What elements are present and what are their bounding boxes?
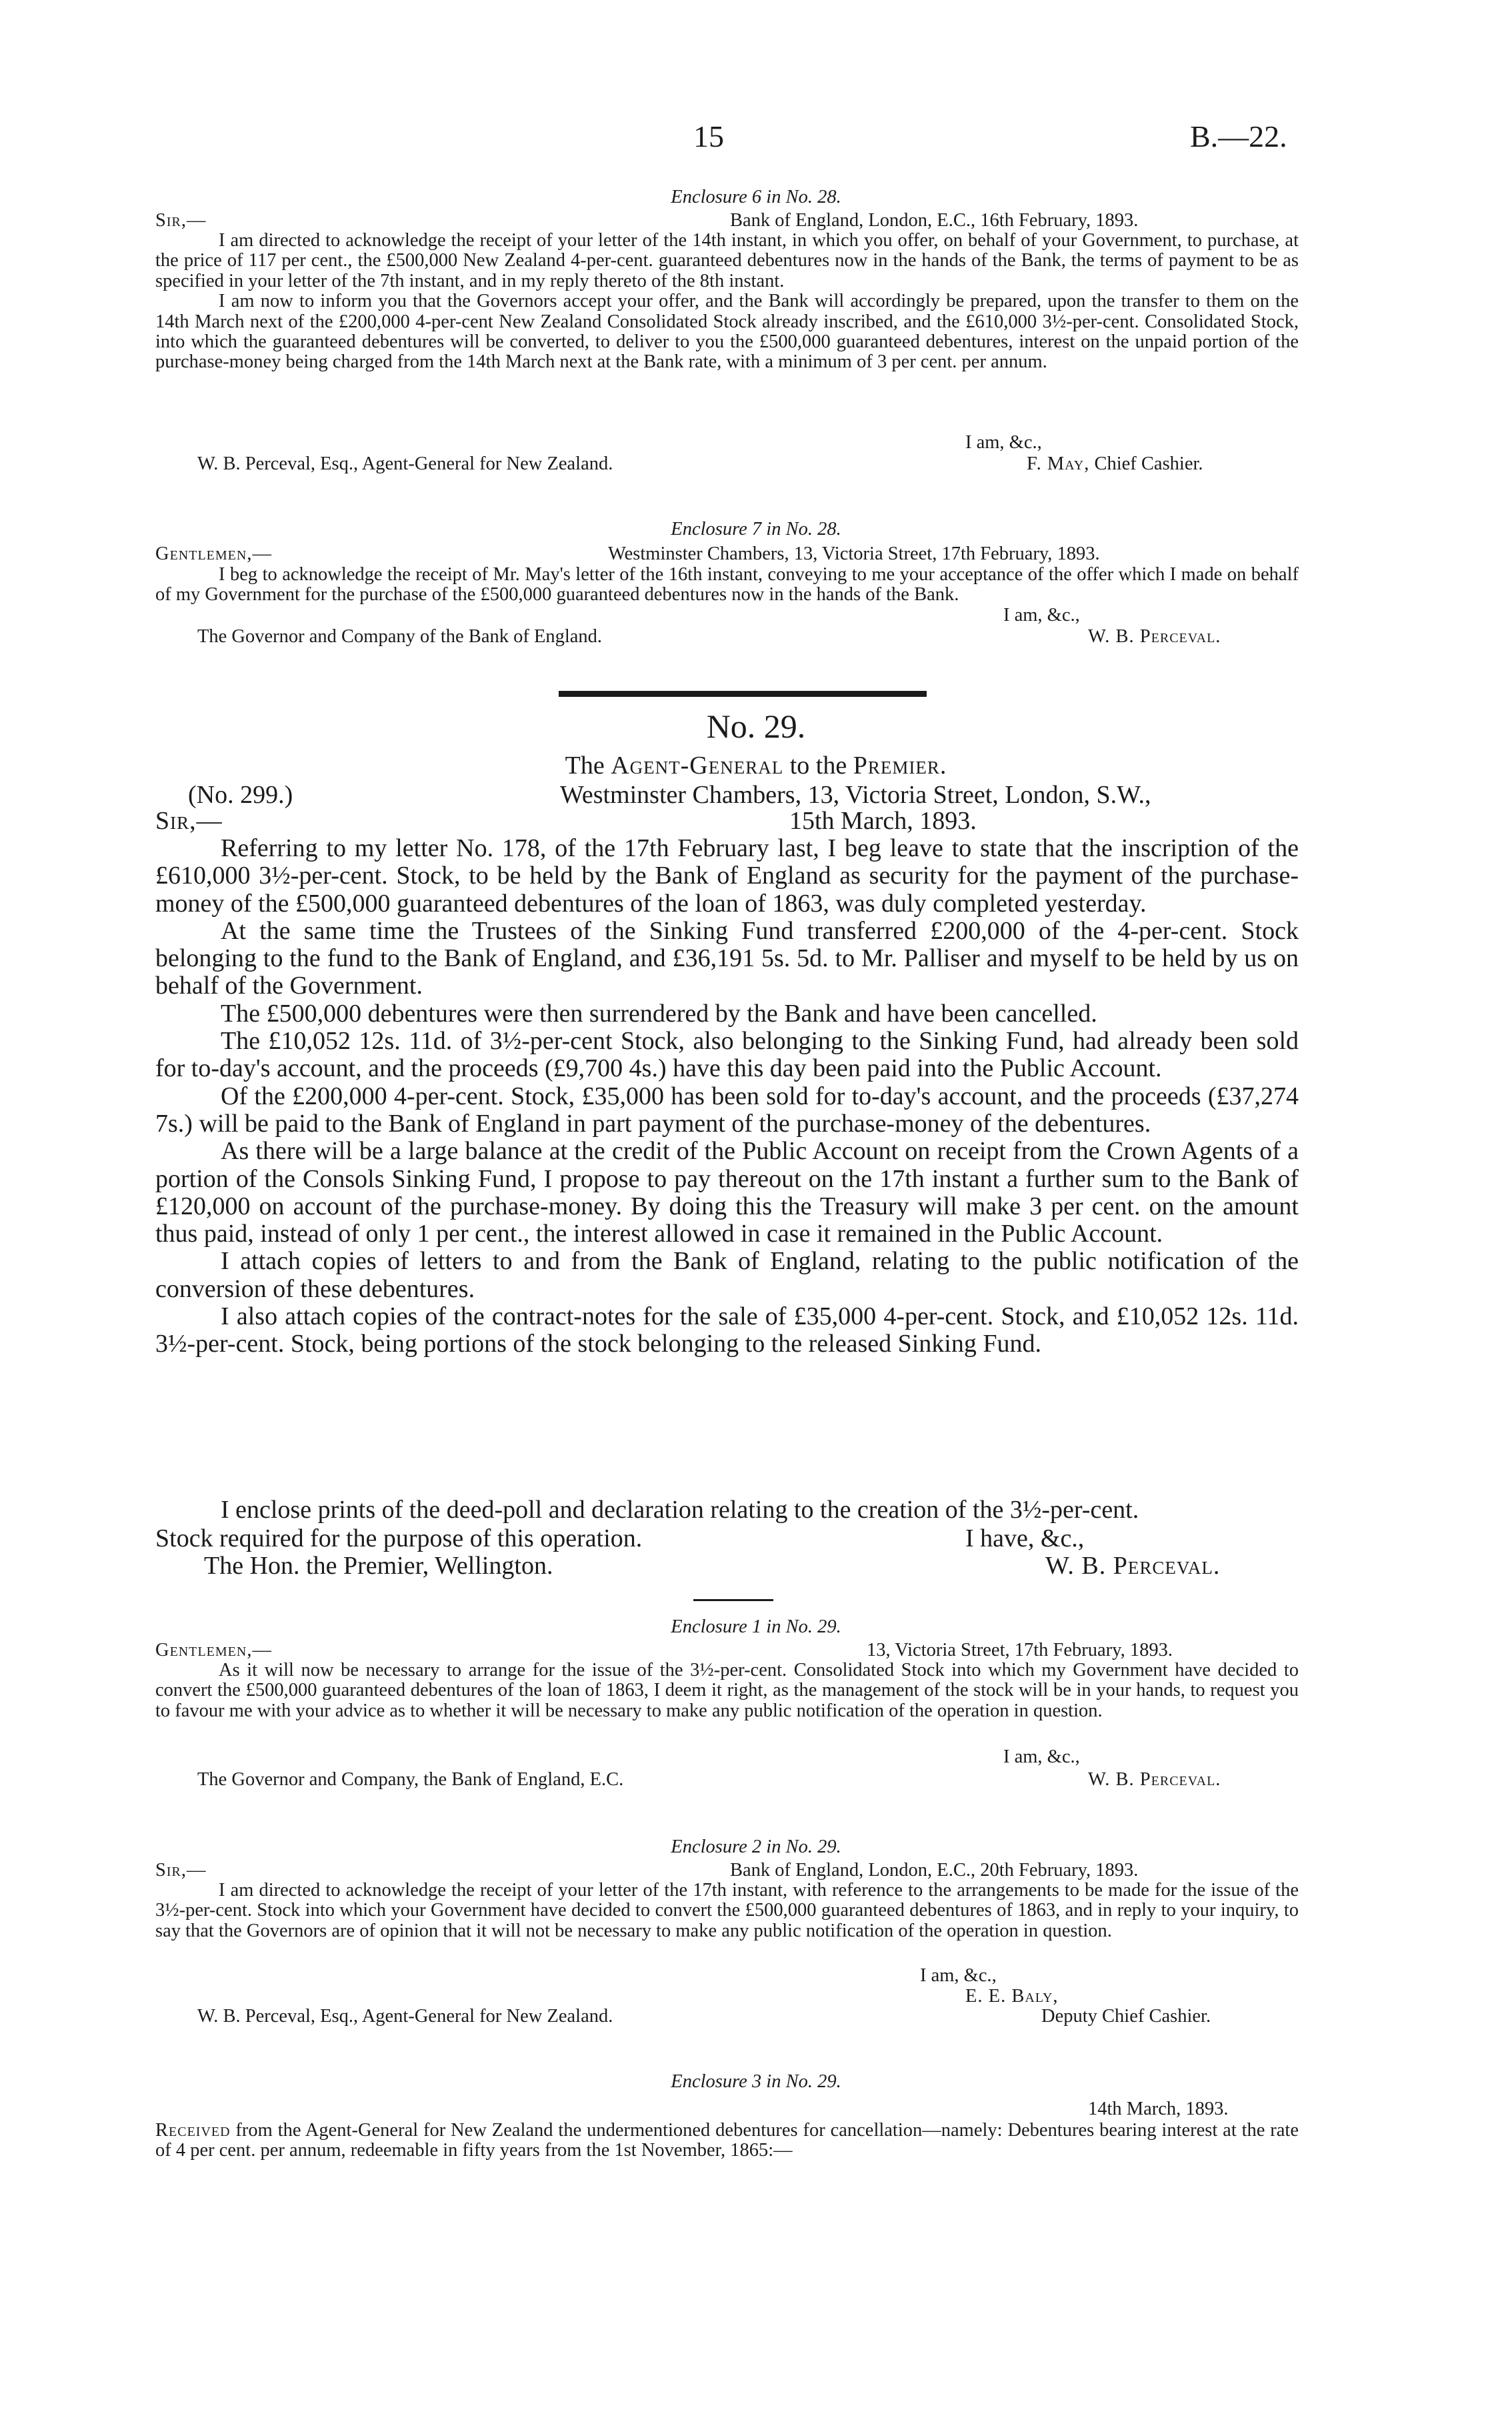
enc2-recipient: W. B. Perceval, Esq., Agent-General for New Zealand. [197, 2006, 613, 2027]
enc6-signer-title: Chief Cashier. [1094, 453, 1203, 474]
no29-paragraph-4: The £10,052 12s. 11d. of 3½-per-cent Stock, also belonging to the Sinking Fund, had already been sold for to-day's account, and the proceeds (£9,700 4s.) have this day been paid into the Public Account. [155, 1027, 1299, 1083]
enc3-date: 14th March, 1893. [1088, 2099, 1229, 2119]
no29-subtitle-dest: Premier. [853, 752, 947, 780]
enc2-address: Bank of England, London, E.C., 20th February, 1893. [730, 1860, 1139, 1881]
enc7-salutation: Gentlemen,— [155, 543, 272, 564]
enclosure-1-title: Enclosure 1 in No. 29. [671, 1616, 841, 1637]
enc1-closing: I am, &c., [1003, 1746, 1080, 1767]
no29-subtitle-from: Agent-General [611, 752, 784, 780]
enclosure-7-title: Enclosure 7 in No. 28. [671, 519, 841, 539]
enc3-paragraph-1 [155, 2121, 1299, 2161]
no29-recipient: The Hon. the Premier, Wellington. [204, 1552, 553, 1580]
enc7-signer: W. B. Perceval. [1088, 626, 1221, 647]
enc7-recipient: The Governor and Company of the Bank of England. [197, 626, 603, 647]
no29-paragraph-1: Referring to my letter No. 178, of the 17th February last, I beg leave to state that the inscription of the £610,000 3½-per-cent. Stock, to be held by the Bank of England as security for the payment of the purchase-money of the £500,000 guaranteed debentures of the loan of 1863, was duly completed yesterday. [155, 834, 1299, 918]
enc7-paragraph-1: I beg to acknowledge the receipt of Mr. May's letter of the 16th instant, conveying to me your acceptance of the offer which I made on behalf of my Government for the purchase of the £500,000 guaranteed debentures now in the hands of the Bank. [155, 564, 1299, 606]
enc3-body [155, 2121, 1299, 2161]
enc6-recipient: W. B. Perceval, Esq., Agent-General for New Zealand. [197, 453, 613, 474]
enc7-address: Westminster Chambers, 13, Victoria Street, 17th February, 1893. [608, 543, 1100, 564]
enc6-signature [1027, 454, 1203, 474]
enc1-signer: W. B. Perceval. [1088, 1769, 1221, 1790]
enc6-closing: I am, &c., [965, 432, 1042, 453]
no29-reference: (No. 299.) [188, 781, 293, 809]
enc7-closing: I am, &c., [1003, 605, 1080, 626]
enc6-address: Bank of England, London, E.C., 16th February, 1893. [730, 210, 1139, 231]
enc2-closing: I am, &c., [920, 1965, 997, 1986]
section-divider [559, 691, 927, 697]
page-number: 15 [693, 119, 724, 153]
no29-date: 15th March, 1893. [789, 807, 977, 835]
enc1-address: 13, Victoria Street, 17th February, 1893. [867, 1640, 1173, 1660]
no29-paragraph-6: As there will be a large balance at the credit of the Public Account on receipt from the Crown Agents of a portion of the Consols Sinking Fund, I propose to pay thereout on the 17th instant a further sum to the Bank of £120,000 on account of the purchase-money. By doing this the Treasury will make 3 per cent. on the amount thus paid, instead of only 1 per cent., the interest allowed in case it remained in the Public Account. [155, 1137, 1299, 1248]
enc6-paragraph-2: I am now to inform you that the Governors accept your offer, and the Bank will accordingly be prepared, upon the transfer to them on the 14th March next of the £200,000 4-per-cent New Zealand Consolidated Stock already inscribed, and the £610,000 3½-per-cent. Consolidated Stock, into which the guaranteed debentures will be converted, to deliver to you the £500,000 guaranteed debentures, interest on the unpaid portion of the purchase-money being charged from the 14th March next at the Bank rate, with a minimum of 3 per cent. per annum. [155, 291, 1299, 373]
enc2-paragraph-1: I am directed to acknowledge the receipt of your letter of the 17th instant, with reference to the arrangements to be made for the issue of the 3½-per-cent. Stock into which your Government have decided to convert the £500,000 guaranteed debentures of 1863, and in reply to your inquiry, to say that the Governors are of opinion that it will not be necessary to make any public notification of the operation in question. [155, 1880, 1299, 1941]
no29-paragraph-2: At the same time the Trustees of the Sinking Fund transferred £200,000 of the 4-per-cent. Stock belonging to the fund to the Bank of England, and £36,191 5s. 5d. to Mr. Palliser and myself to be held by us on behalf of the Government. [155, 916, 1299, 1000]
enclosure-2-title: Enclosure 2 in No. 29. [671, 1837, 841, 1857]
no29-signer: W. B. Perceval. [1045, 1552, 1221, 1580]
no29-paragraph-7: I attach copies of letters to and from the Bank of England, relating to the public notification of the conversion of these debentures. [155, 1247, 1299, 1303]
enc6-paragraph-1: I am directed to acknowledge the receipt of your letter of the 14th instant, in which you offer, on behalf of your Government, to purchase, at the price of 117 per cent., the £500,000 New Zealand 4-per-cent. guaranteed debentures now in the hands of the Bank, the terms of payment to be as specified in your letter of the 7th instant, and in my reply thereto of the 8th instant. [155, 230, 1299, 291]
no29-subtitle-the: The [565, 752, 605, 780]
no29-last-paragraph-line2: Stock required for the purpose of this operation. [155, 1524, 643, 1552]
no29-subtitle [0, 751, 1512, 780]
no29-last-paragraph-line1: I enclose prints of the deed-poll and declaration relating to the creation of the 3½-per-cent. [221, 1496, 1139, 1524]
enc2-signer-title: Deputy Chief Cashier. [1041, 2006, 1211, 2027]
enc1-paragraph-1: As it will now be necessary to arrange for the issue of the 3½-per-cent. Consolidated Stock into which my Government have decided to convert the £500,000 guaranteed debentures of the loan of 1863, I deem it right, as the management of the stock will be in your hands, to request you to favour me with your advice as to whether it will be necessary to make any public notification of the operation in question. [155, 1660, 1299, 1721]
page-reference: B.—22. [1190, 119, 1287, 153]
enc6-signer-name: F. May, [1027, 453, 1090, 474]
enc6-salutation: Sir,— [155, 210, 207, 231]
no29-subtitle-to: to the [789, 752, 847, 780]
enclosure-6-title: Enclosure 6 in No. 28. [671, 187, 841, 207]
no29-end-rule [693, 1599, 773, 1601]
enc6-body [155, 231, 1299, 373]
enc2-salutation: Sir,— [155, 1860, 207, 1881]
no29-closing: I have, &c., [965, 1524, 1085, 1552]
enc2-signer-name: E. E. Baly, [965, 1986, 1059, 2007]
no29-paragraph-5: Of the £200,000 4-per-cent. Stock, £35,000 has been sold for to-day's account, and the proceeds (£37,274 7s.) will be paid to the Bank of England in part payment of the purchase-money of the debentures. [155, 1082, 1299, 1138]
enc1-recipient: The Governor and Company, the Bank of England, E.C. [197, 1769, 624, 1790]
enc2-body [155, 1881, 1299, 1941]
enc3-lead-word: Received [155, 2120, 231, 2141]
no29-paragraph-8: I also attach copies of the contract-notes for the sale of £35,000 4-per-cent. Stock, and £10,052 12s. 11d. 3½-per-cent. Stock, being portions of the stock belonging to the released Sinking Fund. [155, 1302, 1299, 1358]
enc1-salutation: Gentlemen,— [155, 1640, 272, 1660]
no29-paragraph-3: The £500,000 debentures were then surrendered by the Bank and have been cancelled. [221, 999, 1097, 1028]
no29-address: Westminster Chambers, 13, Victoria Street, London, S.W., [560, 781, 1151, 809]
no29-salutation: Sir,— [155, 807, 223, 835]
enclosure-3-title: Enclosure 3 in No. 29. [671, 2071, 841, 2092]
enc3-paragraph-text: from the Agent-General for New Zealand the undermentioned debentures for cancellation—namely: Debentures bearing interest at the rate of 4 per cent. per annum, redeemable in fifty years from the 1st November, 1865:— [155, 2120, 1299, 2161]
enc1-body [155, 1660, 1299, 1721]
no29-title: No. 29. [706, 708, 806, 745]
enc7-body [155, 565, 1299, 606]
no29-body [155, 835, 1299, 1358]
